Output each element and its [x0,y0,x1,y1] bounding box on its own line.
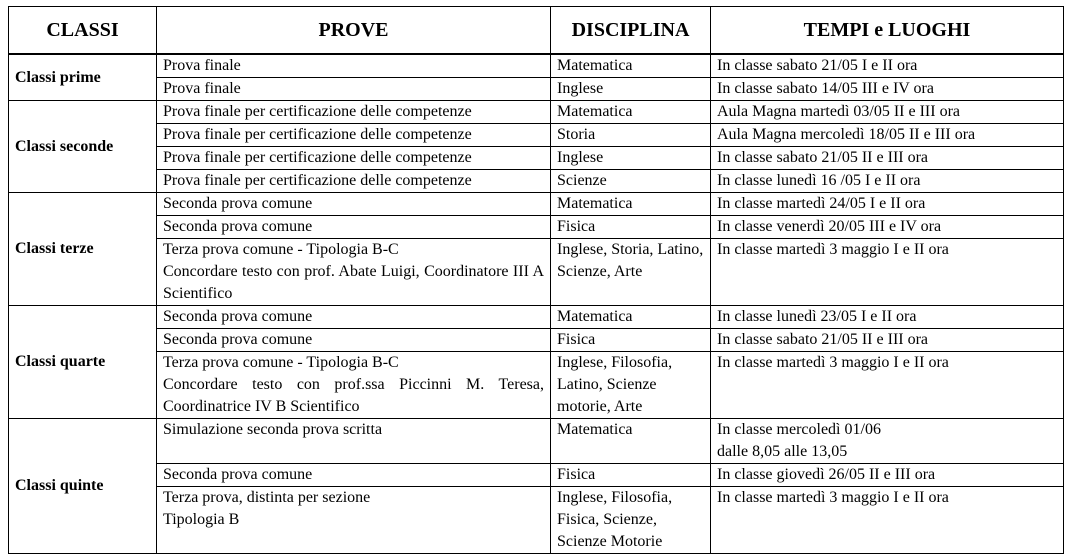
prova-cell: Prova finale per certificazione delle competenze [157,124,551,147]
tempi-cell: In classe sabato 14/05 III e IV ora [711,78,1064,101]
prova-note: Concordare testo con prof. Abate Luigi, Coordinatore III A Scientifico [163,263,544,302]
table-row [9,101,1064,124]
tempi-cell [711,419,1064,464]
table-row [9,306,1064,329]
group-label-seconde: Classi seconde [9,101,157,193]
disciplina-cell: Matematica [551,419,711,464]
prova-cell [157,487,551,554]
prova-cell: Prova finale per certificazione delle competenze [157,170,551,193]
table-row [9,147,1064,170]
tempi-cell: In classe martedì 3 maggio I e II ora [711,352,1064,419]
table-row [9,487,1064,554]
group-label-prime: Classi prime [9,54,157,101]
disciplina-cell: Matematica [551,306,711,329]
table-row [9,352,1064,419]
tempi-cell: In classe martedì 3 maggio I e II ora [711,487,1064,554]
tempi-line: dalle 8,05 alle 13,05 [717,443,848,460]
table-row [9,239,1064,306]
prova-title: Terza prova comune - Tipologia B-C [163,354,399,371]
tempi-cell: In classe sabato 21/05 I e II ora [711,54,1064,78]
prova-cell: Seconda prova comune [157,306,551,329]
disciplina-cell: Inglese, Filosofia, Latino, Scienze motorie, Arte [551,352,711,419]
tempi-cell: In classe lunedì 16 /05 I e II ora [711,170,1064,193]
disciplina-cell: Scienze [551,170,711,193]
group-label-quarte: Classi quarte [9,306,157,419]
table-row [9,464,1064,487]
prova-title: Terza prova comune - Tipologia B-C [163,241,399,258]
table-row [9,193,1064,216]
table-row [9,78,1064,101]
table-row [9,419,1064,464]
prova-cell: Seconda prova comune [157,329,551,352]
prova-cell: Prova finale per certificazione delle competenze [157,101,551,124]
tempi-cell: In classe lunedì 23/05 I e II ora [711,306,1064,329]
disciplina-cell: Fisica [551,216,711,239]
prova-cell: Seconda prova comune [157,216,551,239]
tempi-cell: In classe martedì 24/05 I e II ora [711,193,1064,216]
group-label-quinte: Classi quinte [9,419,157,554]
schedule-table [8,6,1064,554]
disciplina-cell: Inglese, Storia, Latino, Scienze, Arte [551,239,711,306]
tempi-cell: In classe sabato 21/05 II e III ora [711,329,1064,352]
prova-note: Concordare testo con prof.ssa Piccinni M. Teresa, Coordinatrice IV B Scientifico [163,376,544,415]
disciplina-cell: Matematica [551,101,711,124]
table-row [9,124,1064,147]
table-row [9,54,1064,78]
tempi-cell: In classe sabato 21/05 II e III ora [711,147,1064,170]
tempi-cell: Aula Magna mercoledì 18/05 II e III ora [711,124,1064,147]
header-classi: CLASSI [9,7,157,55]
prova-cell: Simulazione seconda prova scritta [157,419,551,464]
disciplina-cell: Storia [551,124,711,147]
header-row [9,7,1064,55]
table-row [9,329,1064,352]
disciplina-cell: Fisica [551,329,711,352]
tempi-cell: In classe martedì 3 maggio I e II ora [711,239,1064,306]
tempi-line: In classe mercoledì 01/06 [717,421,881,438]
group-label-terze: Classi terze [9,193,157,306]
prova-cell: Seconda prova comune [157,193,551,216]
prova-cell [157,239,551,306]
disciplina-cell: Inglese [551,147,711,170]
disciplina-cell: Fisica [551,464,711,487]
prova-line: Terza prova, distinta per sezione [163,489,371,506]
tempi-cell: Aula Magna martedì 03/05 II e III ora [711,101,1064,124]
prova-cell: Prova finale per certificazione delle competenze [157,147,551,170]
table-row [9,216,1064,239]
disciplina-cell: Matematica [551,193,711,216]
header-disciplina: DISCIPLINA [551,7,711,55]
header-tempi-luoghi: TEMPI e LUOGHI [711,7,1064,55]
table-row [9,170,1064,193]
prova-line: Tipologia B [163,511,240,528]
disciplina-cell: Inglese [551,78,711,101]
tempi-cell: In classe giovedì 26/05 II e III ora [711,464,1064,487]
prova-cell: Prova finale [157,78,551,101]
header-prove: PROVE [157,7,551,55]
prova-cell: Prova finale [157,54,551,78]
disciplina-cell: Matematica [551,54,711,78]
tempi-cell: In classe venerdì 20/05 III e IV ora [711,216,1064,239]
prova-cell [157,352,551,419]
prova-cell: Seconda prova comune [157,464,551,487]
disciplina-cell: Inglese, Filosofia, Fisica, Scienze, Scienze Motorie [551,487,711,554]
